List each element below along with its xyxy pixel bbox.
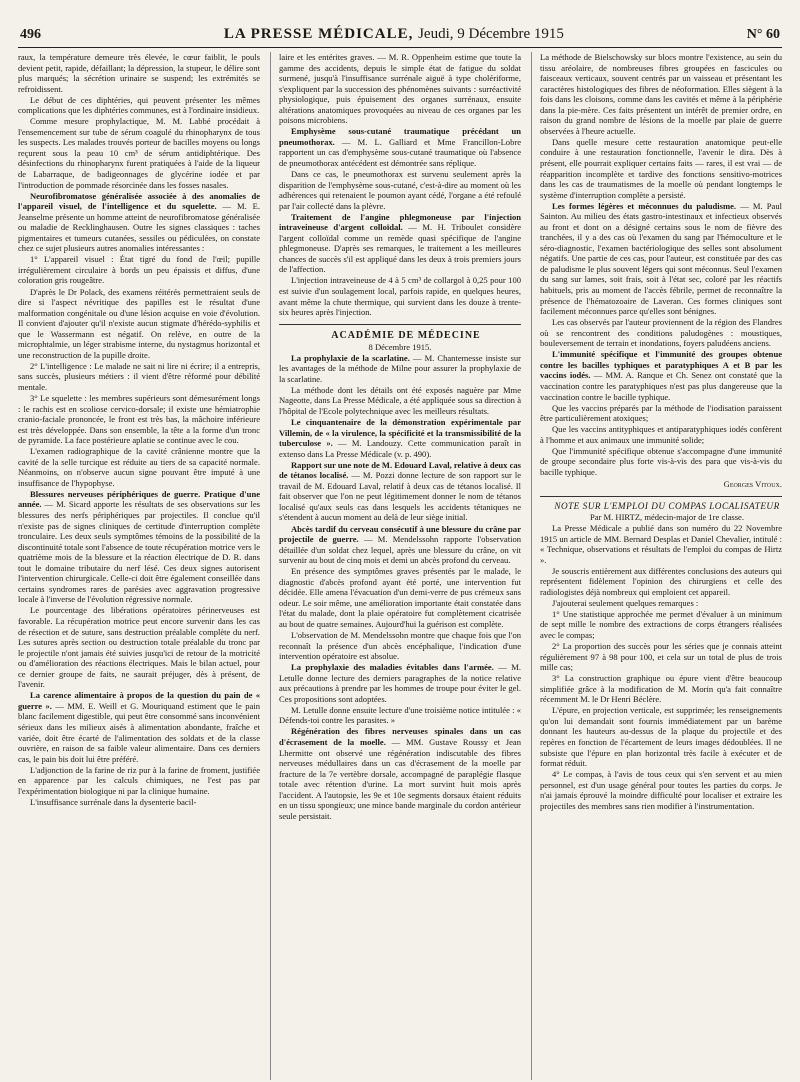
- paragraph: Que les vaccins préparés par la méthode de l'iodisation paraissent être particulièrement atoxiques;: [540, 402, 782, 424]
- paragraph: raux, la température demeure très élevée, le cœur faiblit, le pouls devient petit, rapide, défaillant; la dépression, la stupeur, le délire sont plus marqués; la sécrétion urinaire se suspend; les extrémités se refroidissent.: [18, 52, 260, 94]
- page-header: [18, 26, 782, 48]
- article-paragraph: La prophylaxie des maladies évitables dans l'armée. — M. Letulle donne lecture des derniers paragraphes de la notice relative aux précautions à prendre par les hommes de troupe pour éviter le gel. Ces propositions sont adoptées.: [279, 662, 521, 704]
- paragraph: 2° L'intelligence : Le malade ne sait ni lire ni écrire; il a entrepris, sans succès, plusieurs métiers : il vient d'être réformé pour débilité mentale.: [18, 360, 260, 392]
- paragraph: 4° Le compas, à l'avis de tous ceux qui s'en servent et au mien personnel, est d'un usage général pour toutes les parties du corps. Je n'ai jamais éprouvé la moindre difficulté pour localiser et extraire les projectiles des membres sans rien modifier à l'instrumentation.: [540, 769, 782, 811]
- paragraph: Que les vaccins antityphiques et antiparatyphiques iodés confèrent à l'homme et aux animaux une immunité solide;: [540, 424, 782, 445]
- article-paragraph: Abcès tardif du cerveau consécutif à une blessure du crâne par projectile de guerre. — M. Mendelssohn rapporte l'observation détaillée d'un soldat chez lequel, après une blessure du crâne, on vit survenir au bout de cinq mois et demi un abcès profond du cerveau.: [279, 523, 521, 566]
- paragraph: L'injection intraveineuse de 4 à 5 cm³ de collargol à 0,25 pour 100 est suivie d'un soulagement local, parfois rapide, en quelques heures, avant même la chute thermique, qui survient dans les douze à trente-six heures après l'injection.: [279, 275, 521, 318]
- paragraph: 3° Le squelette : les membres supérieurs sont démesurément longs : le rachis est en scoliose cervico-dorsale; il existe une hémiatrophie cranio-faciale prononcée, le front est très bas, la mâchoire inférieure est très développée. Dans son ensemble, la tête a la forme d'un tronc de pyramide. La face postérieure aplatie se continue avec le cou.: [18, 393, 260, 446]
- note-author: Par M. HIRTZ, médecin-major de 1re classe.: [590, 511, 744, 522]
- paragraph: 2° La proportion des succès pour les séries que je connais atteint régulièrement 97 à 98 pour 100, et cela sur un total de plus de trois mille cas;: [540, 641, 782, 673]
- article-paragraph: La prophylaxie de la scarlatine. — M. Chantemesse insiste sur les avantages de la méthode de Milne pour assurer la prophylaxie de la scarlatine.: [279, 352, 521, 384]
- journal-name: LA PRESSE MÉDICALE,: [223, 26, 414, 42]
- paragraph: J'ajouterai seulement quelques remarques :: [552, 597, 699, 608]
- article-paragraph: Neurofibromatose généralisée associée à des anomalies de l'appareil visuel, de l'intelligence et du squelette. — M. E. Jeanselme présente un homme atteint de neurofibromatose généralisée ou maladie de Recklinghausen. Outre les signes classiques : taches pigmentaires et tumeurs cutanées, sessiles ou pédiculées, on constate chez ce sujet plusieurs autres anomalies intéressantes :: [18, 190, 260, 254]
- paragraph: L'observation de M. Mendelssohn montre que chaque fois que l'on reconnaît la présence d'un abcès encéphalique, l'indication d'une intervention opératoire est absolue.: [279, 629, 521, 662]
- issue-date: Jeudi, 9 Décembre 1915: [418, 26, 564, 42]
- paragraph: M. Letulle donne ensuite lecture d'une troisième notice intitulée : « Défends-toi contre les parasites. »: [279, 704, 521, 726]
- paragraph: 1° Une statistique approchée me permet d'évaluer à un minimum de sept mille le nombre des extractions de corps étrangers réalisées avec le compas;: [540, 608, 782, 640]
- article-paragraph: L'insuffisance surrénale dans la dysenterie bacil-: [30, 796, 197, 807]
- paragraph: Les cas observés par l'auteur proviennent de la région des Flandres où se rencontrent des conditions paludogènes : moustiques, bouleversement de terrain et inondations, foyers paludéens anciens.: [540, 317, 782, 349]
- paragraph: L'examen radiographique de la cavité crânienne montre que la cavité de la selle turcique est réduite au tiers de sa capacité normale. Néanmoins, on n'observe aucun signe pouvant être imputé à une insuffisance de l'hypophyse.: [18, 446, 260, 488]
- paragraph: D'après le Dr Polack, des examens réitérés permettraient seuls de dire si l'aspect névritique des papilles est le résultat d'une malformation congénitale ou d'une lésion acquise en voie d'évolution. Il convient d'ajouter qu'il n'existe aucun stigmate d'hérédo-syphilis et que le Wassermann est négatif. On relève, en outre de la microphtalmie, un léger strabisme interne, du nystagmus horizontal et une reconstruction de la pupille droite.: [18, 286, 260, 360]
- session-date: 8 Décembre 1915.: [368, 341, 432, 352]
- article-paragraph: L'immunité spécifique et l'immunité des groupes obtenue contre les bacilles typhiques et paratyphiques A et B par les vaccins iodés. — MM. A. Ranque et Ch. Senez ont constaté que la vaccination contre les paratyphiques n'est pas plus dangereuse que la vaccination contre le bacille typhique.: [540, 349, 782, 402]
- paragraph: Le pourcentage des libérations opératoires périnerveuses est favorable. La récupération motrice peut encore survenir dans les cas de résection et de suture, sans destruction préalable complète du nerf. Les sutures après section ou destruction totale préalable du tronc par le projectile n'ont jamais été suivies jusqu'ici de retour de la motricité ou d'amélioration des réactions électriques. Mais le bilan actuel, pour ce dernier groupe de faits, ne saurait préjuger, dès à présent, de l'avenir.: [18, 605, 260, 690]
- paragraph: En présence des symptômes graves présentés par le malade, le diagnostic d'abcès profond ayant été porté, une intervention fut décidée. Elle amena l'évacuation d'un demi-verre de pus crémeux sans odeur. Le soir même, une amélioration importante était constatée dans l'état du malade, dont la plaie opératoire fut complètement cicatrisée au bout de quatre semaines. Aujourd'hui la guérison est complète.: [279, 566, 521, 629]
- journal-masthead: [224, 26, 564, 43]
- paragraph: 3° La construction graphique ou épure vient d'être beaucoup simplifiée grâce à la modification de M. Morin qu'a fait connaître récemment M. le Dr Henri Béclère.: [540, 673, 782, 705]
- paragraph: laire et les entérites graves. — M. R. Oppenheim estime que toute la gamme des accidents, depuis le simple état de fatigue du soldat surmené, jusqu'à l'insuffisance surrénale aiguë à type cholériforme, s'expliquent par la succession des phénomènes suivants : surréactivité physiologique, puis épuisement des organes surrénaux, ensuite altérations anatomiques provoquées au niveau de ces organes par les poisons microbiens.: [279, 52, 521, 126]
- column-3: [531, 52, 782, 1080]
- paragraph: La méthode dont les détails ont été exposés naguère par Mme Nageotte, dans La Presse Médicale, a été appliquée sous sa direction à l'hôpital de l'Ecole polytechnique avec les meilleurs résultats.: [279, 384, 521, 416]
- section-divider: [540, 496, 782, 497]
- paragraph: Je souscris entièrement aux différentes conclusions des auteurs qui représentent fidèlement l'opinion des chirurgiens et celle des radiologistes déjà nombreux qui emploient cet appareil.: [540, 565, 782, 597]
- paragraph: Dans quelle mesure cette restauration anatomique peut-elle conduire à une restauration fonctionnelle, l'avenir le dira. Dès à présent, elle pourrait expliquer certains faits — rares, il est vrai — de réapparition incomplète et tardive des fonctions sensitivo-motrices dans les cas de traumatismes de la moelle où pendant longtemps le système d'interruption complète a persisté.: [540, 136, 782, 200]
- paragraph: L'épure, en projection verticale, est supprimée; les renseignements qu'on lui demandait sont fournis immédiatement par un barème donnant les hauteurs au-dessus de la plaque du projectile et des repères en fonction de l'écartement de leurs images dédoublées. Il ne subsiste que l'épure en plan horizontal très facile à exécuter et de format réduit.: [540, 705, 782, 769]
- paragraph: Comme mesure prophylactique, M. M. Labbé procédait à l'ensemencement sur tube de sérum coagulé du rhinopharynx de tous les suspects. Les malades trouvés porteur de bacilles moyens ou longs reçurent sous la peau 10 cm³ de sérum antidiphtérique. Des désinfections du rhinopharynx furent pratiquées à l'aide de la liqueur de Labarraque, de badigeonnages de glycérine iodée et par l'introduction de pommade résorcinée dans les fosses nasales.: [18, 116, 260, 190]
- paragraph: Dans ce cas, le pneumothorax est survenu seulement après la disparition de l'emphysème sous-cutané, c'est-à-dire au moment où les adhérences qui retenaient le poumon ayant cédé, l'organe a été refoulé par l'air collecté dans la plèvre.: [279, 169, 521, 211]
- paragraph: 1° L'appareil visuel : État tigré du fond de l'œil; pupille irrégulièrement circulaire à bords un peu épaissis et diffus, d'une coloration gris rougeâtre.: [18, 254, 260, 286]
- article-paragraph: Rapport sur une note de M. Edouard Laval, relative à deux cas de tétanos localisé. — M. Pozzi donne lecture de son rapport sur le travail de M. Edouard Laval, relatif à deux cas de tétanos localisé. Il fait observer que l'on ne peut légitimement donner le nom de tétanos localisé qu'aux seuls cas dans lesquels les accidents tétaniques ne s'étendent à aucun moment au delà de leur siège initial.: [279, 459, 521, 523]
- article-paragraph: Emphysème sous-cutané traumatique précédant un pneumothorax. — M. L. Galliard et Mme Francillon-Lobre rapportent un cas d'emphysème sous-cutané traumatique où l'absence de pneumothorax antécédent est démontrée sans réplique.: [279, 126, 521, 168]
- section-divider: [279, 324, 521, 325]
- article-paragraph: Traitement de l'angine phlegmoneuse par l'injection intraveineuse d'argent colloïdal. — M. H. Triboulet considère l'argent colloïdal comme un remède quasi spécifique de l'angine phlegmoneuse. D'après ses remarques, le traitement a les meilleures chances de succès s'il est appliqué dans les deux à trois premiers jours de l'affection.: [279, 211, 521, 275]
- paragraph: Que l'immunité spécifique obtenue s'accompagne d'une immunité de groupe secondaire plus forte vis-à-vis des para que vis-à-vis du bacille typhique.: [540, 445, 782, 477]
- page-number: 496: [20, 27, 41, 42]
- author-signature: Georges Vitoux.: [723, 479, 782, 490]
- paragraph: La Presse Médicale a publié dans son numéro du 22 Novembre 1915 un article de MM. Bernard Desplas et Daniel Chevalier, intitulé : « Technique, observations et résultats de l'emploi du compas de Hirtz ».: [540, 523, 782, 565]
- paragraph: Le début de ces diphtéries, qui peuvent présenter les mêmes complications que les diphtéries communes, est à l'ordinaire insidieux.: [18, 94, 260, 116]
- note-heading: NOTE SUR L'EMPLOI DU COMPAS LOCALISATEUR: [554, 500, 780, 511]
- column-2: [270, 52, 521, 1080]
- article-paragraph: Blessures nerveuses périphériques de guerre. Pratique d'une année. — M. Sicard apporte les résultats de ses observations sur les blessures des nerfs périphériques par projectiles. Il conclue qu'il n'existe pas de signes cliniques de certitude d'interruption complète tronculaire. Les deux seuls symptômes témoins de la possibilité de la discontinuité totale sont l'absence de toute récupération motrice vers le quatrième mois de la blessure et la réaction électrique de D. R. dans tout le domaine tributaire du nerf lésé. Ces deux signes autorisent l'intervention chirurgicale. Celle-ci doit être également conseillée dans certains syndromes rares de parésies avec aggravation progressive locale à l'inverse de l'évolution régressive normale.: [18, 488, 260, 605]
- columns: [18, 52, 782, 1080]
- section-heading: ACADÉMIE DE MÉDECINE: [331, 329, 481, 341]
- column-1: [18, 52, 260, 1080]
- issue-number: N° 60: [746, 27, 780, 42]
- article-paragraph: Régénération des fibres nerveuses spinales dans un cas d'écrasement de la moelle. — MM. Gustave Roussy et Jean Lhermitte ont observé une régénération indiscutable des fibres nerveuses médullaires dans un cas d'écrasement de la moelle par fracture de la 7e vertèbre dorsale, accompagné de paraplégie flasque totale avec rétention d'urine. La mort survint huit mois après l'accident. A l'autopsie, les 9e et 10e segments dorsaux étaient réduits en un tissu spongieux; une mince bande marginale du cordon antérieur seule persistait.: [279, 726, 521, 821]
- article-paragraph: Les formes légères et méconnues du paludisme. — M. Paul Sainton. Au milieu des états gastro-intestinaux et infectieux observés au front et dont on a désigné certains sous le nom de fièvre des tranchées, il y a des cas où l'examen du sang par l'hémoculture et le séro-diagnostic, l'examen bactériologique des selles sont absolument négatifs. Une partie de ces cas, pour l'auteur, est constituée par des cas de paludisme le plus souvent légers qui sont méconnus. Seul l'examen du sang sur lames, soit frais, soit à l'état sec, coloré par les réactifs habituels, pris au moment de l'accès fébrile, permet de reconnaître la présence de l'hématozoaire de Laveran. Ces formes cliniques sont facilement méconnues parce qu'elles sont bénignes.: [540, 200, 782, 317]
- paragraph: La méthode de Bielschowsky sur blocs montre l'existence, au sein du tissu aréolaire, de nombreuses fibres groupées en fascicules ou faisceaux verticaux, souvent centrés par un vaisseau et présentant les caractères histologiques des fibres de néoformation. Elles siègent à la fois dans les cloisons, comme dans les cavités et même à la périphérie dans la pie-mère. Ces faits présentent un intérêt de premier ordre, en raison du grand nombre de lésions de la moelle par plaie de guerre observées à l'heure actuelle.: [540, 52, 782, 136]
- article-paragraph: La carence alimentaire à propos de la question du pain de « guerre ». — MM. E. Weill et G. Mouriquand estiment que le pain blanc facilement digestible, qui peut être consommé sans inconvénient sérieux dans les milieux aisés à alimentation abondante, fraîche et variée, doit être écarté de l'alimentation des soldats et de la classe ouvrière, en raison de sa faible valeur alimentaire. Dans ces derniers cas, le pain bis doit lui être préféré.: [18, 690, 260, 764]
- article-paragraph: Le cinquantenaire de la démonstration expérimentale par Villemin, de « la virulence, la spécificité et la transmissibilité de la tuberculose ». — M. Landouzy. Cette communication paraît in extenso dans La Presse Médicale (v. p. 490).: [279, 417, 521, 459]
- paragraph: L'adjonction de la farine de riz pur à la farine de froment, justifiée en apparence par les calculs chimiques, ne l'est pas par l'expérimentation biologique ni par la clinique humaine.: [18, 764, 260, 796]
